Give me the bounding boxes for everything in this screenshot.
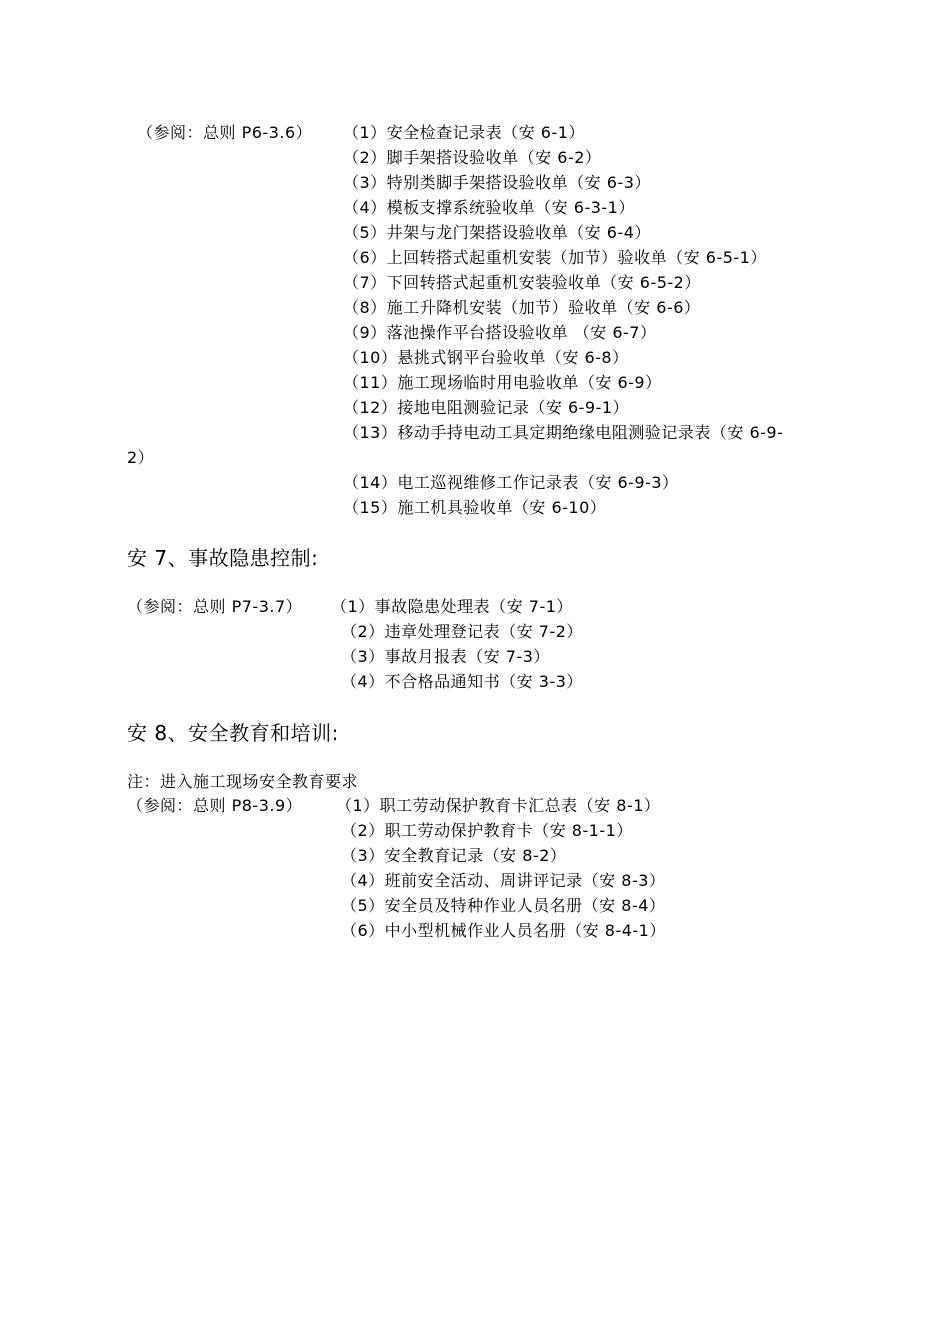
section6-item-3: （3）特别类脚手架搭设验收单（安 6-3） <box>343 173 651 192</box>
section6-item-11: （11）施工现场临时用电验收单（安 6-9） <box>343 373 662 392</box>
section7-item-4: （4）不合格品通知书（安 3-3） <box>341 672 583 691</box>
section6-item-13-continuation: 2） <box>127 448 155 467</box>
section6-item-10: （10）悬挑式钢平台验收单（安 6-8） <box>343 348 629 367</box>
section6-item-6: （6）上回转搭式起重机安装（加节）验收单（安 6-5-1） <box>343 248 767 267</box>
section7-reference: （参阅：总则 P7-3.7） <box>127 597 303 616</box>
section8-item-1: （1）职工劳动保护教育卡汇总表（安 8-1） <box>336 796 661 815</box>
section8-heading: 安 8、安全教育和培训: <box>127 721 339 745</box>
section7-heading: 安 7、事故隐患控制: <box>127 546 319 570</box>
section6-item-9: （9）落池操作平台搭设验收单 （安 6-7） <box>343 323 657 342</box>
section6-item-14: （14）电工巡视维修工作记录表（安 6-9-3） <box>343 473 679 492</box>
section6-item-4: （4）模板支撑系统验收单（安 6-3-1） <box>343 198 635 217</box>
section6-reference: （参阅：总则 P6-3.6） <box>137 123 313 142</box>
section8-item-2: （2）职工劳动保护教育卡（安 8-1-1） <box>341 821 633 840</box>
section6-item-12: （12）接地电阻测验记录（安 6-9-1） <box>343 398 630 417</box>
section8-item-3: （3）安全教育记录（安 8-2） <box>341 846 567 865</box>
section7-item-1: （1）事故隐患处理表（安 7-1） <box>331 597 573 616</box>
section6-item-2: （2）脚手架搭设验收单（安 6-2） <box>343 148 602 167</box>
section6-item-5: （5）井架与龙门架搭设验收单（安 6-4） <box>343 223 651 242</box>
section6-item-15: （15）施工机具验收单（安 6-10） <box>343 498 607 517</box>
section6-item-8: （8）施工升降机安装（加节）验收单（安 6-6） <box>343 298 701 317</box>
section8-reference: （参阅：总则 P8-3.9） <box>127 796 303 815</box>
section6-item-13: （13）移动手持电动工具定期绝缘电阻测验记录表（安 6-9- <box>343 423 784 442</box>
section7-item-2: （2）违章处理登记表（安 7-2） <box>341 622 583 641</box>
section8-item-4: （4）班前安全活动、周讲评记录（安 8-3） <box>341 871 666 890</box>
section7-item-3: （3）事故月报表（安 7-3） <box>341 647 550 666</box>
section6-item-7: （7）下回转搭式起重机安装验收单（安 6-5-2） <box>343 273 701 292</box>
section6-item-1: （1）安全检查记录表（安 6-1） <box>343 123 585 142</box>
section8-item-5: （5）安全员及特种作业人员名册（安 8-4） <box>341 896 666 915</box>
section8-item-6: （6）中小型机械作业人员名册（安 8-4-1） <box>341 921 666 940</box>
section8-note: 注：进入施工现场安全教育要求 <box>127 772 359 791</box>
